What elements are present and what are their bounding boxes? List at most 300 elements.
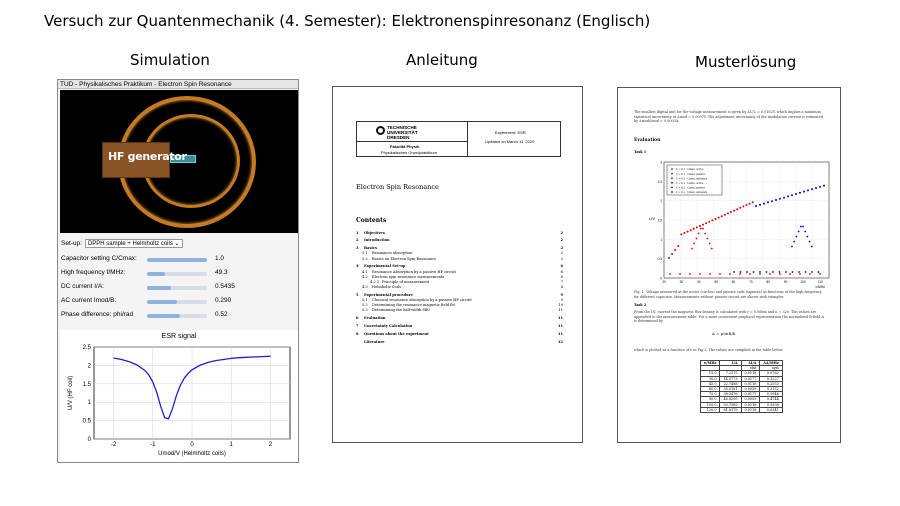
table-cell: 30.0: [701, 376, 720, 381]
scatter-point: [798, 271, 800, 273]
legend-label: C = 0.1 · Cmax, active: [676, 167, 704, 172]
updated-date: Updated on March 11, 2020: [485, 139, 535, 144]
scatter-point: [696, 226, 698, 228]
table-cell: 46.0295: [720, 397, 741, 402]
scatter-point: [746, 204, 748, 206]
table-cell: 38.2476: [720, 392, 741, 397]
table-cell: 14.0773: [720, 376, 741, 381]
scatter-point: [724, 214, 726, 216]
table-cell: ν/MHz: [701, 361, 720, 366]
y-tick-label: 1.5: [82, 381, 91, 388]
table-of-contents: [356, 228, 563, 345]
toc-entry[interactable]: [356, 324, 563, 329]
scatter-point: [719, 273, 721, 275]
table-cell: 0.0177: [741, 376, 760, 381]
scatter-point: [733, 210, 735, 212]
scatter-point: [674, 249, 676, 251]
table-cell: 15.0: [701, 371, 720, 376]
x-tick-label: 0: [190, 442, 194, 448]
slider-fill: [147, 300, 177, 304]
toc-page: 12: [557, 339, 563, 344]
scatter-point: [704, 233, 706, 235]
scatter-point: [671, 253, 673, 255]
y-tick-label: 2.5: [657, 179, 662, 184]
y-tick-label: 0: [87, 437, 91, 443]
table-cell: 61.6179: [720, 407, 741, 412]
toc-entry[interactable]: [356, 308, 563, 313]
scatter-point: [690, 229, 692, 231]
slider-fill: [147, 272, 165, 276]
table-row: [701, 407, 783, 412]
plot-title: ESR signal: [161, 333, 197, 340]
scatter-point: [687, 231, 689, 233]
toc-text: Uncertainty Calculation: [364, 323, 413, 328]
scatter-point: [759, 273, 761, 275]
scatter-point: [809, 241, 811, 243]
scatter-point: [798, 231, 800, 233]
capacitor-slider[interactable]: [147, 258, 207, 262]
frequency-slider[interactable]: [147, 272, 207, 276]
legend-label: C = 0.1 · Cmax, reference: [676, 176, 708, 181]
toc-number: 4.2.1: [370, 279, 380, 284]
dc-current-slider[interactable]: [147, 286, 207, 290]
toc-page: 11: [557, 323, 563, 328]
scatter-point: [819, 186, 821, 188]
scatter-point: [772, 271, 774, 273]
scatter-point: [802, 226, 804, 228]
table-cell: 0.0118: [741, 371, 760, 376]
toc-text: Principle of measurement: [382, 279, 430, 284]
toc-text: Basics on Electron Spin Resonance: [372, 256, 437, 261]
table-cell: 0.0118: [741, 381, 760, 386]
toc-page: 2: [560, 230, 563, 235]
x-tick-label: 60: [731, 280, 736, 284]
param-label: AC current Imod/B:: [61, 297, 117, 304]
scatter-point: [823, 185, 825, 187]
scatter-point: [783, 197, 785, 199]
toc-number: 5.1: [362, 298, 368, 303]
param-row-dc-current: [61, 283, 297, 293]
scatter-point: [708, 221, 710, 223]
scatter-point: [811, 188, 813, 190]
scatter-point: [793, 241, 795, 243]
toc-page: 2: [560, 246, 563, 251]
scatter-point: [739, 273, 741, 275]
y-axis-label: U/V (HF coil): [68, 375, 74, 411]
toc-text: Objectives: [364, 230, 385, 235]
setup-row: [61, 239, 183, 248]
document-header: [356, 121, 561, 157]
scatter-point: [700, 228, 702, 230]
contents-heading: Contents: [356, 217, 387, 224]
table-cell: 0.3946: [760, 392, 782, 397]
scatter-point: [709, 273, 711, 275]
header-divider: [467, 122, 468, 156]
x-tick-label: 90: [783, 280, 788, 284]
y-tick-label: 1: [660, 237, 662, 242]
table-cell: 30.5181: [720, 387, 741, 392]
legend-marker: [671, 177, 673, 179]
toc-entry[interactable]: [356, 340, 563, 345]
header-divider: [357, 141, 467, 142]
table-cell: I/A: [720, 361, 741, 366]
table-cell: 90.0: [701, 397, 720, 402]
simulation-3d-view[interactable]: [60, 90, 298, 233]
table-cell: 0.0059: [741, 387, 760, 392]
param-value: 0.5435: [215, 283, 235, 290]
table-cell: 105.0: [701, 402, 720, 407]
x-tick-label: 1: [229, 442, 233, 448]
scatter-point: [702, 224, 704, 226]
scatter-point: [759, 271, 761, 273]
scatter-point: [796, 236, 798, 238]
x-tick-label: 2: [268, 442, 273, 448]
toc-text: Resonance Absorption by a passive HF circuit: [372, 269, 456, 274]
toc-page: 2: [560, 238, 563, 243]
logo-line: TECHNISCHE: [387, 125, 417, 130]
toc-number: 8: [356, 331, 359, 336]
toc-entry[interactable]: [356, 332, 563, 337]
column-label-anleitung: Anleitung: [406, 51, 478, 69]
scatter-point: [804, 231, 806, 233]
scatter-point: [819, 273, 821, 275]
table-cell: 45.0: [701, 381, 720, 386]
scatter-point: [689, 273, 691, 275]
toc-entry[interactable]: [356, 231, 563, 236]
toc-number: 2: [356, 238, 359, 243]
toc-text: Basics: [364, 246, 377, 251]
faculty: Fakultät Physik: [390, 144, 420, 149]
toc-number: 4.2: [362, 274, 368, 279]
x-tick-label: 30: [679, 280, 684, 284]
scatter-point: [730, 211, 732, 213]
scatter-point: [799, 192, 801, 194]
toc-page: 3: [560, 256, 563, 261]
faculty-sub: Physikalisches Grundpraktikum: [381, 150, 437, 155]
scatter-point: [775, 199, 777, 201]
toc-number: 6: [356, 316, 359, 321]
formula: A = μ0nB/h: [712, 331, 736, 336]
param-value: 0.290: [215, 297, 232, 304]
table-cell: ΔI/A: [741, 361, 760, 366]
esr-signal-plot: [60, 330, 298, 462]
document-title: Electron Spin Resonance: [356, 183, 439, 191]
tu-dresden-logo-icon: [376, 126, 385, 135]
table-cell: 0.0177: [741, 392, 760, 397]
toc-page: 8: [560, 285, 563, 290]
scatter-point: [766, 271, 768, 273]
toc-number: 5.2: [362, 303, 368, 308]
scatter-point: [680, 233, 682, 235]
toc-text: Electron spin resonance measurements: [372, 274, 445, 279]
param-row-ac-current: [61, 297, 297, 307]
table-cell: 60.0: [701, 387, 720, 392]
scatter-point: [779, 271, 781, 273]
table-cell: stat: [741, 366, 760, 371]
y-tick-label: 3: [660, 160, 662, 165]
scatter-point: [669, 273, 671, 275]
legend-label: C = 0.1 · Cmax, reference: [676, 190, 708, 195]
experiment-name: Experiment: ESR: [495, 130, 526, 135]
scatter-point: [749, 203, 751, 205]
y-axis-label: U/V: [649, 217, 655, 221]
param-label: Capacitor setting C/Cmax:: [61, 255, 137, 262]
scatter-point: [749, 273, 751, 275]
table-cell: 0.2053: [760, 381, 782, 386]
scatter-point: [699, 225, 701, 227]
task-2-heading: Task 2: [634, 303, 647, 307]
toc-number: 3.2: [362, 256, 368, 261]
scatter-point: [729, 273, 731, 275]
param-value: 1.0: [215, 255, 225, 262]
toc-text: Helmholtz Coils: [372, 285, 401, 290]
logo-line: DRESDEN: [387, 135, 410, 140]
param-row-phase: [61, 311, 297, 321]
scatter-point: [795, 193, 797, 195]
scatter-point: [787, 195, 789, 197]
scatter-point: [721, 215, 723, 217]
slider-fill: [147, 286, 171, 290]
y-tick-label: 1: [87, 400, 91, 407]
scatter-point: [715, 218, 717, 220]
legend-label: C = 0.1 · Cmax, passive: [676, 185, 705, 190]
scatter-point: [767, 201, 769, 203]
evaluation-heading: Evaluation: [634, 138, 661, 143]
scatter-point: [791, 246, 793, 248]
legend-marker: [671, 182, 673, 184]
table-cell: 0.6341: [760, 407, 782, 412]
ac-current-slider[interactable]: [147, 300, 207, 304]
scatter-point: [693, 228, 695, 230]
hf-generator-label: HF generator: [108, 150, 187, 163]
scatter-point: [759, 204, 761, 206]
table-cell: syst: [760, 366, 782, 371]
toc-text: Classical resonance absorption by a passive HF circuit: [372, 298, 472, 303]
scatter-point: [809, 273, 811, 275]
table-cell: 0.5538: [760, 402, 782, 407]
param-row-capacitor: [61, 255, 297, 265]
x-axis-label: Umod/V (Helmholtz coils): [158, 451, 226, 457]
toc-text: Experimental procedure: [364, 292, 413, 297]
toc-entry[interactable]: [356, 285, 563, 290]
toc-text: Determining the half-width δB0: [372, 308, 430, 313]
legend-label: C = 0.1 · Cmax, active: [676, 181, 704, 185]
x-tick-label: 70: [749, 280, 753, 284]
scatter-point: [789, 273, 791, 275]
scatter-point: [763, 203, 765, 205]
results-table: [700, 360, 783, 413]
scatter-point: [668, 257, 670, 259]
toc-number: 3: [356, 246, 359, 251]
table-cell: 0.0059: [741, 397, 760, 402]
toc-page: 9: [560, 292, 563, 297]
toc-page: 6: [560, 274, 563, 279]
scatter-point: [785, 271, 787, 273]
tu-dresden-logo-text: [387, 125, 418, 140]
task-2-paragraph: From the DC current the magnetic flux density is calculated with r = 0.068m and n = 320. The values are appended to the measurement table. For a more convenient graphical representation the normalized B-field A is determined by: [634, 310, 824, 324]
scatter-point: [753, 271, 755, 273]
scatter-point: [818, 271, 820, 273]
formula-followup: which is plotted as a function of ν in Fig.2. The values are compiled in the table below.: [634, 348, 784, 352]
toc-entry[interactable]: [356, 238, 563, 243]
x-tick-label: 40: [696, 280, 701, 284]
param-value: 49.3: [215, 269, 228, 276]
toc-text: Resonance absorption: [372, 251, 413, 256]
scatter-point: [711, 219, 713, 221]
toc-text: Determining the resonance magnetic field B0: [372, 303, 456, 308]
table-cell: 120.0: [701, 407, 720, 412]
task-1-heading: Task 1: [634, 150, 647, 154]
results-table-grid: [700, 360, 783, 413]
scatter-point: [679, 273, 681, 275]
setup-select[interactable]: DPPH sample + Helmholtz coils ⌄: [85, 239, 183, 248]
y-tick-label: 2.5: [82, 345, 91, 351]
toc-page: 11: [558, 308, 563, 313]
scatter-point: [742, 205, 744, 207]
y-tick-label: 2: [660, 199, 662, 204]
scatter-point: [705, 222, 707, 224]
table-cell: 0.0118: [741, 407, 760, 412]
column-label-simulation: Simulation: [130, 51, 210, 69]
table-cell: 0.0762: [760, 371, 782, 376]
scatter-point: [769, 273, 771, 275]
scatter-point: [755, 205, 757, 207]
toc-entry[interactable]: [356, 257, 563, 262]
table-cell: 0.0118: [741, 402, 760, 407]
x-tick-label: 20: [662, 280, 666, 284]
toc-text: Experimental Set-up: [364, 264, 406, 269]
scatter-point: [771, 200, 773, 202]
scatter-point: [733, 271, 735, 273]
y-tick-label: 1.5: [657, 218, 662, 223]
x-tick-label: 100: [800, 280, 806, 284]
toc-number: 1: [356, 230, 359, 235]
esr-plot-svg: [60, 330, 298, 462]
param-value: 0.52: [215, 311, 228, 318]
scatter-point: [746, 271, 748, 273]
toc-number: 5: [356, 292, 359, 297]
x-tick-label: 80: [766, 280, 770, 284]
toc-number: 7: [356, 323, 359, 328]
musterloesung-document: [617, 87, 841, 443]
scatter-point: [709, 243, 711, 245]
toc-text: Evaluation: [364, 316, 386, 321]
param-label: High frequency f/MHz:: [61, 269, 126, 276]
scatter-point: [799, 273, 801, 275]
scatter-point: [779, 273, 781, 275]
figure-1-caption: Fig. 1: Voltage measured at the active (circles) and passive coils (squares) as functions of the high frequency for different capacitor. Measurements without passive circuit are shown with triangles.: [634, 290, 822, 299]
scatter-point: [698, 233, 700, 235]
toc-entry[interactable]: [356, 316, 563, 321]
toc-number: 5.3: [362, 308, 368, 313]
scatter-point: [702, 228, 704, 230]
column-label-musterloesung: Musterlösung: [695, 53, 797, 71]
scatter-point: [800, 226, 802, 228]
table-cell: 75.0: [701, 392, 720, 397]
x-tick-label: 110: [817, 280, 823, 284]
x-tick-label: -2: [110, 442, 117, 448]
scatter-point: [791, 194, 793, 196]
toc-number: 3.1: [362, 251, 368, 256]
scatter-point: [707, 238, 709, 240]
scatter-point: [684, 232, 686, 234]
toc-text: Literature: [364, 339, 385, 344]
intro-paragraph: The smallest digital unit for the voltage measurement is given by ΔU/2 = 0.0162V, which implies a minimum statistical uncertainty of Δmod = 0.0097V. The adjustment uncertainty of the modulation current is estimated by Δmod/Imod = 0.0003A.: [634, 110, 823, 124]
simulation-window: [57, 79, 299, 463]
param-row-frequency: [61, 269, 297, 279]
scatter-point: [815, 187, 817, 189]
scatter-point: [803, 191, 805, 193]
anleitung-document: [332, 86, 583, 443]
x-axis-label: ν/MHz: [815, 285, 825, 289]
phase-slider[interactable]: [147, 314, 207, 318]
toc-page: 7: [560, 279, 563, 284]
table-cell: 0.4744: [760, 397, 782, 402]
scatter-point: [807, 189, 809, 191]
scatter-point: [792, 271, 794, 273]
scatter-point: [677, 245, 679, 247]
toc-text: Introduction: [364, 238, 390, 243]
legend-marker: [671, 191, 673, 193]
simulation-window-title: TUD - Physikalisches Praktikum - Electron Spin Resonance: [58, 80, 298, 89]
scatter-point: [693, 243, 695, 245]
legend-label: C = 0.1 · Cmax, passive: [676, 171, 705, 176]
table-cell: 0.1227: [760, 376, 782, 381]
toc-page: 6: [560, 269, 563, 274]
toc-page: 9: [560, 298, 563, 303]
scatter-point: [807, 236, 809, 238]
y-tick-label: 0: [660, 276, 662, 281]
logo-line: UNIVERSITÄT: [387, 130, 418, 135]
x-tick-label: -1: [150, 442, 156, 448]
scatter-point: [805, 271, 807, 273]
toc-number: 4: [356, 264, 359, 269]
toc-number: 4.3: [362, 285, 368, 290]
param-label: Phase difference: phi/rad: [61, 311, 134, 318]
scatter-point: [727, 212, 729, 214]
legend-marker: [671, 168, 673, 170]
toc-page: 2: [560, 251, 563, 256]
y-tick-label: 0.5: [82, 418, 91, 425]
scatter-point: [811, 246, 813, 248]
scatter-point: [752, 201, 754, 203]
setup-select-value: DPPH sample + Helmholtz coils: [87, 241, 173, 247]
scatter-point: [736, 208, 738, 210]
legend-marker: [671, 173, 673, 175]
scatter-point: [711, 248, 713, 250]
toc-page: 10: [558, 303, 563, 308]
slide-title: Versuch zur Quantenmechanik (4. Semester): Elektronenspinresonanz (Englisch): [44, 12, 651, 30]
table-cell: 22.7488: [720, 381, 741, 386]
legend-marker: [671, 187, 673, 189]
scatter-point: [718, 217, 720, 219]
scatter-point: [739, 207, 741, 209]
y-tick-label: 2: [87, 363, 91, 370]
scatter-point: [779, 198, 781, 200]
table-cell: 0.3152: [760, 387, 782, 392]
toc-text: Questions about the experiment: [364, 331, 429, 336]
scatter-point: [691, 248, 693, 250]
y-tick-label: 0.5: [657, 257, 662, 262]
scatter-point: [696, 238, 698, 240]
scatter-point: [811, 271, 813, 273]
toc-page: 6: [560, 264, 563, 269]
toc-number: 4.1: [362, 269, 368, 274]
table-cell: 7.2375: [720, 371, 741, 376]
scatter-point: [740, 271, 742, 273]
param-label: DC current I/A:: [61, 283, 104, 290]
slider-fill: [147, 314, 180, 318]
